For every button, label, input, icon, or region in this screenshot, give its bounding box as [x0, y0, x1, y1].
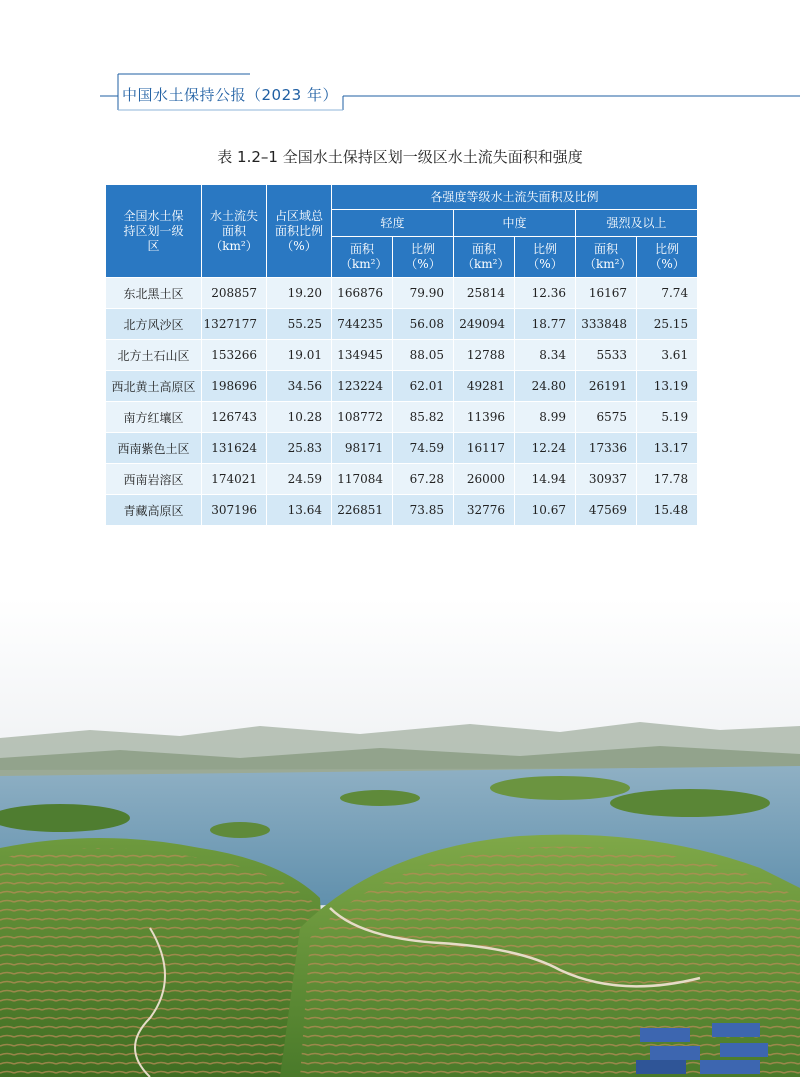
cell-severe-ratio: 17.78 [637, 464, 698, 495]
report-title: 中国水土保持公报（2023 年） [122, 86, 338, 104]
cell-region: 东北黑土区 [106, 278, 202, 309]
col-header-light: 轻度 [332, 210, 454, 237]
col-header-moderate-area: 面积（km²） [454, 237, 515, 278]
col-header-moderate: 中度 [454, 210, 576, 237]
cell-moderate-area: 26000 [454, 464, 515, 495]
header-frame-lines [0, 0, 800, 120]
cell-area: 153266 [202, 340, 267, 371]
cell-moderate-area: 49281 [454, 371, 515, 402]
cell-light-area: 226851 [332, 495, 393, 526]
cell-light-ratio: 73.85 [393, 495, 454, 526]
col-header-severe-ratio: 比例（%） [637, 237, 698, 278]
table-row [106, 495, 698, 526]
col-header-region: 全国水土保持区划一级区 [106, 185, 202, 278]
page-header [0, 0, 800, 120]
cell-severe-ratio: 5.19 [637, 402, 698, 433]
cell-severe-area: 6575 [576, 402, 637, 433]
cell-light-ratio: 62.01 [393, 371, 454, 402]
col-header-severe: 强烈及以上 [576, 210, 698, 237]
cell-area: 131624 [202, 433, 267, 464]
cell-region: 西北黄土高原区 [106, 371, 202, 402]
cell-severe-ratio: 25.15 [637, 309, 698, 340]
table-row [106, 464, 698, 495]
cell-region: 北方风沙区 [106, 309, 202, 340]
cell-light-area: 744235 [332, 309, 393, 340]
table-row [106, 278, 698, 309]
cell-share: 13.64 [267, 495, 332, 526]
cell-area: 126743 [202, 402, 267, 433]
cell-moderate-ratio: 8.34 [515, 340, 576, 371]
cell-region: 西南紫色土区 [106, 433, 202, 464]
cell-region: 青藏高原区 [106, 495, 202, 526]
cell-share: 19.20 [267, 278, 332, 309]
table-row [106, 340, 698, 371]
cell-severe-area: 333848 [576, 309, 637, 340]
cell-region: 南方红壤区 [106, 402, 202, 433]
cell-severe-ratio: 13.19 [637, 371, 698, 402]
cell-share: 34.56 [267, 371, 332, 402]
cell-moderate-ratio: 12.24 [515, 433, 576, 464]
cell-light-ratio: 85.82 [393, 402, 454, 433]
cell-light-area: 108772 [332, 402, 393, 433]
terraced-hills-illustration [0, 598, 800, 1077]
cell-severe-ratio: 3.61 [637, 340, 698, 371]
cell-moderate-ratio: 18.77 [515, 309, 576, 340]
table-row [106, 402, 698, 433]
table-row [106, 309, 698, 340]
cell-moderate-area: 16117 [454, 433, 515, 464]
cell-moderate-area: 249094 [454, 309, 515, 340]
cell-moderate-ratio: 10.67 [515, 495, 576, 526]
col-header-light-area: 面积（km²） [332, 237, 393, 278]
cell-moderate-area: 12788 [454, 340, 515, 371]
cell-area: 198696 [202, 371, 267, 402]
cell-share: 10.28 [267, 402, 332, 433]
cell-severe-area: 17336 [576, 433, 637, 464]
landscape-photo [0, 598, 800, 1077]
cell-share: 19.01 [267, 340, 332, 371]
cell-severe-ratio: 13.17 [637, 433, 698, 464]
cell-light-ratio: 79.90 [393, 278, 454, 309]
cell-share: 24.59 [267, 464, 332, 495]
table-row [106, 371, 698, 402]
cell-light-ratio: 88.05 [393, 340, 454, 371]
cell-severe-ratio: 7.74 [637, 278, 698, 309]
cell-share: 55.25 [267, 309, 332, 340]
cell-share: 25.83 [267, 433, 332, 464]
cell-moderate-ratio: 24.80 [515, 371, 576, 402]
cell-moderate-area: 11396 [454, 402, 515, 433]
cell-area: 307196 [202, 495, 267, 526]
cell-light-area: 123224 [332, 371, 393, 402]
cell-moderate-area: 32776 [454, 495, 515, 526]
cell-severe-ratio: 15.48 [637, 495, 698, 526]
cell-moderate-ratio: 12.36 [515, 278, 576, 309]
cell-area: 208857 [202, 278, 267, 309]
cell-severe-area: 26191 [576, 371, 637, 402]
cell-severe-area: 30937 [576, 464, 637, 495]
col-header-light-ratio: 比例（%） [393, 237, 454, 278]
cell-light-ratio: 67.28 [393, 464, 454, 495]
cell-moderate-ratio: 14.94 [515, 464, 576, 495]
erosion-table [105, 184, 698, 526]
cell-moderate-area: 25814 [454, 278, 515, 309]
cell-region: 西南岩溶区 [106, 464, 202, 495]
cell-region: 北方土石山区 [106, 340, 202, 371]
cell-severe-area: 16167 [576, 278, 637, 309]
col-header-share: 占区域总面积比例（%） [267, 185, 332, 278]
col-header-intensity-group: 各强度等级水土流失面积及比例 [332, 185, 698, 210]
cell-light-area: 98171 [332, 433, 393, 464]
cell-severe-area: 5533 [576, 340, 637, 371]
col-header-moderate-ratio: 比例（%） [515, 237, 576, 278]
cell-severe-area: 47569 [576, 495, 637, 526]
cell-area: 1327177 [202, 309, 267, 340]
col-header-area: 水土流失面积（km²） [202, 185, 267, 278]
table-caption: 表 1.2–1 全国水土保持区划一级区水土流失面积和强度 [217, 148, 583, 166]
table-row [106, 433, 698, 464]
cell-light-ratio: 56.08 [393, 309, 454, 340]
cell-light-ratio: 74.59 [393, 433, 454, 464]
cell-area: 174021 [202, 464, 267, 495]
cell-moderate-ratio: 8.99 [515, 402, 576, 433]
cell-light-area: 166876 [332, 278, 393, 309]
cell-light-area: 134945 [332, 340, 393, 371]
cell-light-area: 117084 [332, 464, 393, 495]
col-header-severe-area: 面积（km²） [576, 237, 637, 278]
